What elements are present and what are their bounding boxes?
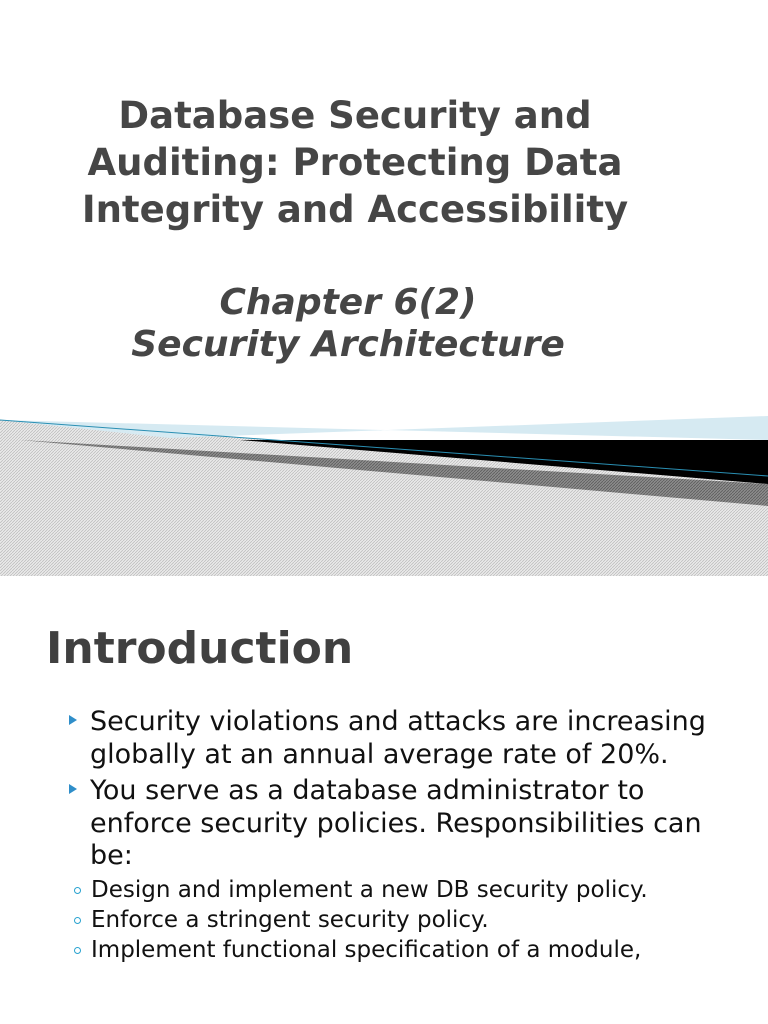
list-item: [66, 775, 746, 964]
sub-bullet-text: Design and implement a new DB security policy.: [91, 876, 648, 903]
slide-title: [0, 92, 710, 233]
circle-bullet-icon: [74, 917, 81, 924]
circle-bullet-icon: [74, 887, 81, 894]
title-line: Database Security and: [118, 94, 592, 137]
subtitle-line: Security Architecture: [131, 324, 565, 365]
subtitle-line: Chapter 6(2): [219, 282, 477, 323]
bullet-text: You serve as a database administrator to enforce security policies. Responsibilities can be:: [90, 775, 702, 871]
title-line: Auditing: Protecting Data: [87, 141, 623, 184]
bullet-text: Security violations and attacks are increasing globally at an annual average rate of 20%.: [90, 706, 706, 770]
slide-subtitle: [0, 282, 696, 366]
sub-list-item: [68, 937, 746, 964]
sub-list-item: [68, 877, 746, 904]
sub-bullet-text: Enforce a stringent security policy.: [91, 906, 489, 933]
circle-bullet-icon: [74, 947, 81, 954]
introduction-slide: [0, 576, 768, 1024]
bullet-list: [66, 706, 746, 968]
triangle-bullet-icon: [69, 784, 77, 794]
decorative-wave-graphic: [0, 385, 768, 576]
triangle-bullet-icon: [69, 715, 77, 725]
list-item: [66, 706, 746, 771]
slide-title: Introduction: [46, 623, 354, 674]
sub-list-item: [68, 907, 746, 934]
sub-bullet-text: Implement functional specification of a module,: [91, 936, 642, 963]
title-line: Integrity and Accessibility: [81, 188, 629, 231]
sub-bullet-list: [68, 877, 746, 964]
